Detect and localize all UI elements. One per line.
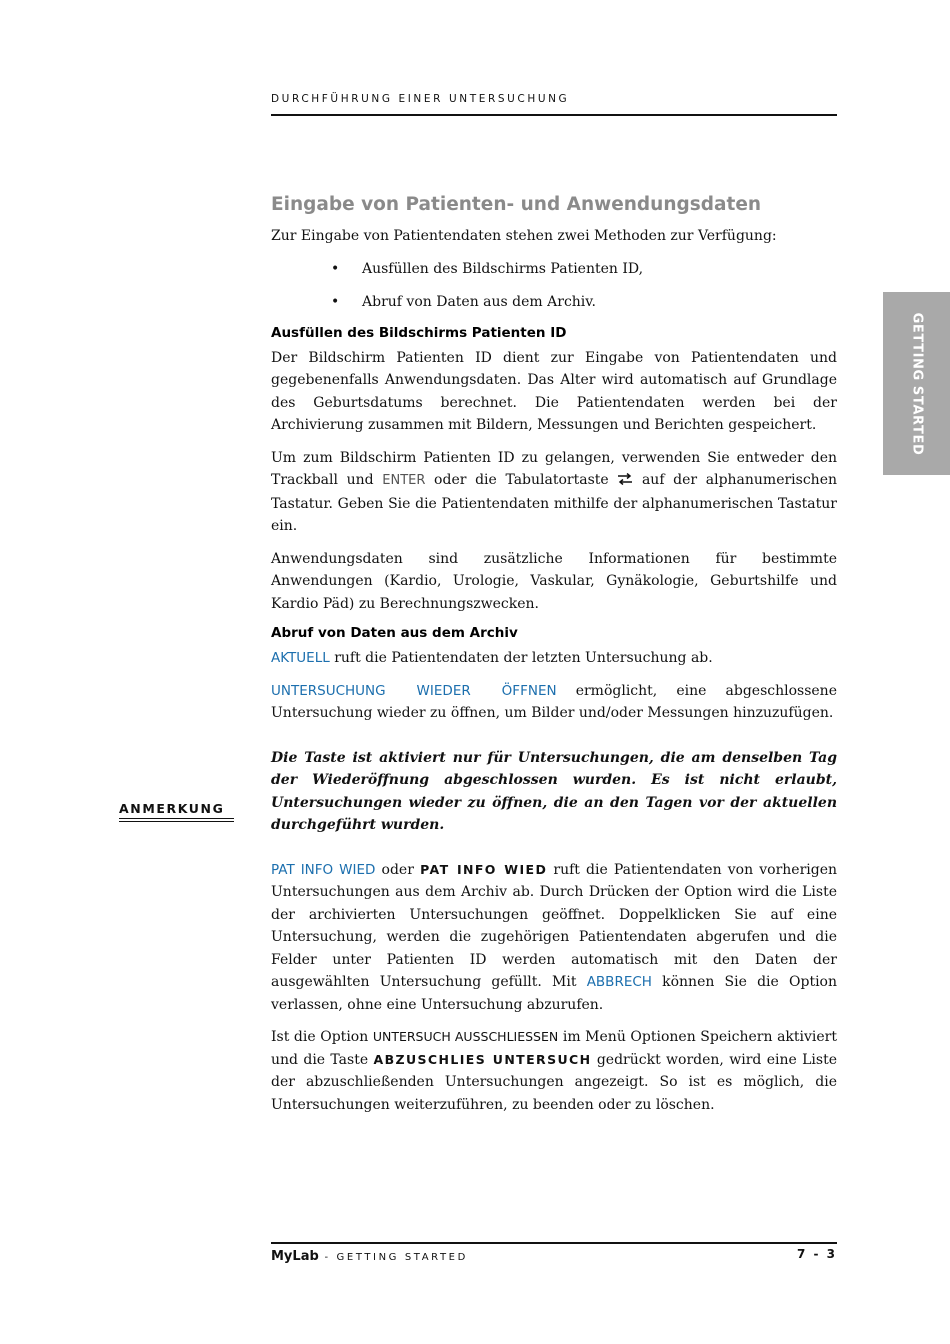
aktuell-key: AKTUELL xyxy=(271,650,330,666)
page-content xyxy=(271,194,837,1126)
bullet-icon: • xyxy=(331,294,340,310)
list-item-text: Abruf von Daten aus dem Archiv. xyxy=(362,294,596,310)
note-underline-thin xyxy=(119,821,234,822)
tab-key-icon xyxy=(617,473,633,485)
list-item xyxy=(271,291,837,314)
note-underline xyxy=(119,818,234,819)
section-title: Eingabe von Patienten- und Anwendungsdaten xyxy=(271,194,762,215)
side-tab xyxy=(883,292,950,475)
paragraph-patient-id: Der Bildschirm Patienten ID dient zur Eingabe von Patientendaten und gegebenenfalls Anwendungsdaten. Das Alter wird automatisch auf Grundlage des Geburtsdatums berechnet. Die Patientendaten werden bei der Archivierung zusammen mit Bildern, Messungen und Berichten gespeichert. xyxy=(271,349,837,433)
note-label-text: ANMERKUNG xyxy=(119,801,225,816)
reopen-exam-key: UNTERSUCHUNG WIEDER ÖFFNEN xyxy=(271,682,557,699)
paragraph-pat-info xyxy=(271,859,837,1017)
footer-brand: MyLab xyxy=(271,1249,319,1264)
header-rule xyxy=(271,114,837,116)
text-run: Um zum Bildschirm Patienten ID zu gelangen, verwenden Sie entweder den Trackball und xyxy=(271,449,837,488)
subheading-patient-id: Ausfüllen des Bildschirms Patienten ID xyxy=(271,324,567,341)
text-run: auf der alphanumerischen Tastatur. Geben Sie die Patientendaten mithilfe der alphanumerischen Tastatur ein. xyxy=(271,472,837,534)
paragraph-aktuell xyxy=(271,647,837,670)
section-intro: Zur Eingabe von Patientendaten stehen zwei Methoden zur Verfügung: xyxy=(271,228,777,244)
text-run: Ist die Option xyxy=(271,1029,373,1045)
paragraph-application-data: Anwendungsdaten sind zusätzliche Informationen für bestimmte Anwendungen (Kardio, Urologie, Vaskular, Gynäkologie, Geburtshilfe und Kardio Päd) zu Berechnungszwecken. xyxy=(271,550,837,612)
enter-key: ENTER xyxy=(382,473,426,488)
side-tab-label: GETTING STARTED xyxy=(909,312,924,455)
list-item-text: Ausfüllen des Bildschirms Patienten ID, xyxy=(362,260,644,277)
pat-info-wied-hardkey: PAT INFO WIED xyxy=(420,861,548,877)
note-label xyxy=(119,801,234,822)
abbrech-key: ABBRECH xyxy=(586,974,652,990)
footer-rule xyxy=(271,1242,837,1244)
text-run: oder xyxy=(375,861,421,878)
methods-list xyxy=(271,258,837,314)
subheading-archive: Abruf von Daten aus dem Archiv xyxy=(271,625,518,641)
text-run: gedrückt worden, wird eine Liste der abzuschließenden Untersuchungen angezeigt. So ist es möglich, die Untersuchungen weiterzuführen, zu beenden oder zu löschen. xyxy=(271,1051,837,1113)
page-number: 7 - 3 xyxy=(796,1247,837,1261)
text-run: ruft die Patientendaten der letzten Untersuchung ab. xyxy=(329,650,713,666)
bullet-icon: • xyxy=(331,260,340,277)
footer-title: - GETTING STARTED xyxy=(318,1252,468,1263)
paragraph-reopen xyxy=(271,680,837,725)
text-run: im Menü Optionen Speichern aktiviert und die Taste xyxy=(271,1029,837,1068)
note-text: Die Taste ist aktiviert nur für Untersuchungen, die am denselben Tag der Wiederöffnung abgeschlossen wurden. Es ist nicht erlaubt, Untersuchungen wieder zu öffnen, die an den Tagen vor der aktuellen durchgeführt wurden. xyxy=(271,749,837,833)
running-header: DURCHFÜHRUNG EINER UNTERSUCHUNG xyxy=(271,93,570,105)
page-footer xyxy=(271,1247,837,1265)
text-run: können Sie die Option verlassen, ohne eine Untersuchung abzurufen. xyxy=(271,974,837,1013)
close-exam-key: ABZUSCHLIES UNTERSUCH xyxy=(373,1051,592,1067)
paragraph-access xyxy=(271,447,837,538)
paragraph-close-exam xyxy=(271,1026,837,1116)
pat-info-wied-key: PAT INFO WIED xyxy=(271,861,376,878)
text-run: ruft die Patientendaten von vorherigen Untersuchungen aus dem Archiv ab. Durch Drücken der Option wird die Liste der archivierten Untersuchungen geöffnet. Doppelklicken Sie auf eine Untersuchung, werden die zugehörigen Patientendaten abgerufen und die Felder unter Patienten ID werden automatisch mit den Daten der ausgewählten Untersuchung gefüllt. Mit xyxy=(271,861,837,990)
list-item xyxy=(271,258,837,281)
close-exam-option: UNTERSUCH AUSSCHLIESSEN xyxy=(372,1029,559,1044)
text-run: ermöglicht, eine abgeschlossene Untersuchung wieder zu öffnen, um Bilder und/oder Messungen hinzuzufügen. xyxy=(271,682,837,721)
text-run: oder die Tabulatortaste xyxy=(425,472,618,488)
